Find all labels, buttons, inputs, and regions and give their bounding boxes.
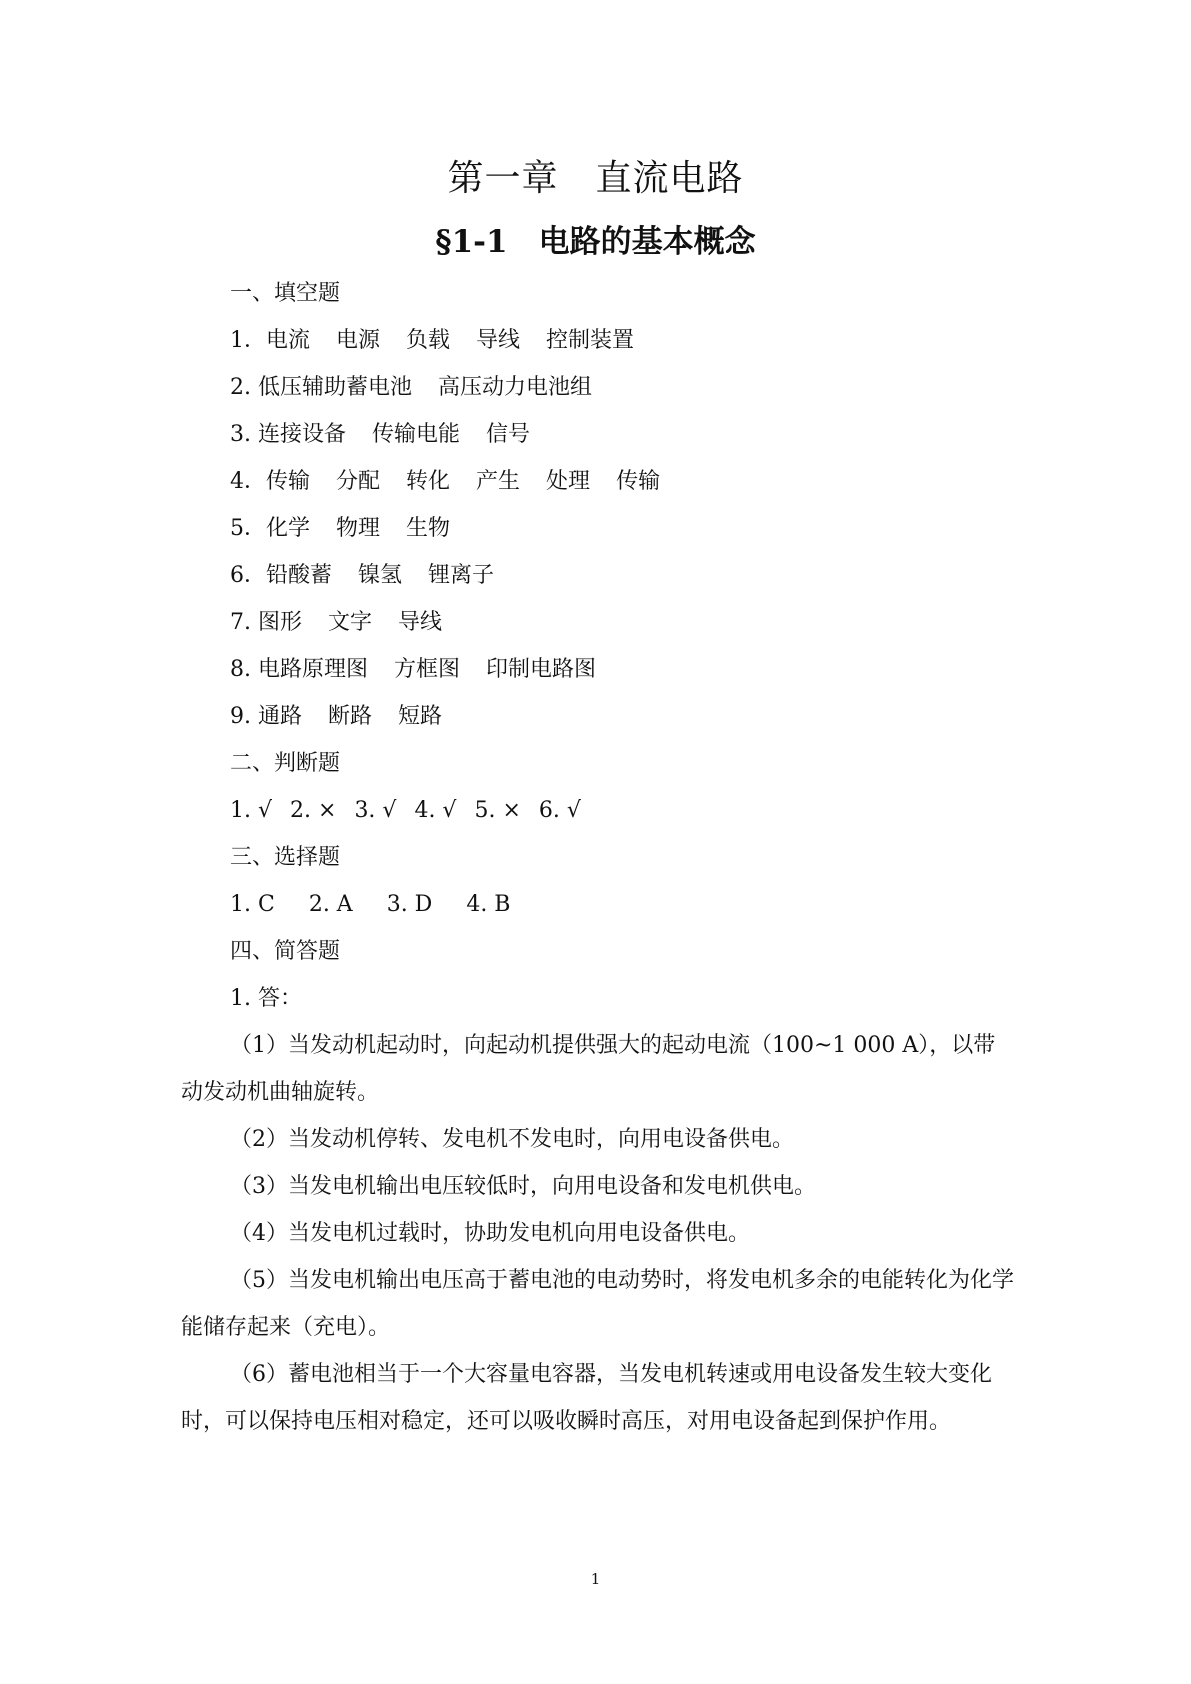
fill-answer-term: 镍氢 [358, 563, 403, 588]
fill-answer-row [230, 317, 1016, 364]
fill-answer-term: 方框图 [393, 657, 460, 682]
choice-answers [230, 881, 1016, 928]
fill-answer-term: 高压动力电池组 [437, 375, 592, 400]
fill-answer-term: 印制电路图 [486, 657, 597, 682]
chapter-title: 第一章 直流电路 [447, 158, 744, 199]
section-title: §1-1 电路的基本概念 [435, 224, 756, 260]
fill-answer-term: 文字 [327, 610, 372, 635]
answer-label: 1. 答： [230, 986, 302, 1011]
fill-answer-term: 5．化学 [230, 516, 310, 541]
choice-answer: 3. D [386, 892, 433, 917]
fill-answer-term: 电源 [336, 328, 381, 353]
fill-answer-term: 断路 [327, 704, 372, 729]
fill-answer-term: 9. 通路 [230, 704, 302, 729]
answer-paragraph: （1）当发动机起动时，向起动机提供强大的起动电流（100~1 000 A），以带动发动机曲轴旋转。 [181, 1033, 996, 1105]
fill-answer-term: 1．电流 [230, 328, 310, 353]
answer-paragraph: （6）蓄电池相当于一个大容量电容器，当发电机转速或用电设备发生较大变化时，可以保持电压相对稳定，还可以吸收瞬时高压，对用电设备起到保护作用。 [181, 1362, 992, 1434]
judge-heading: 二、判断题 [230, 751, 341, 776]
judge-answers [230, 787, 1016, 834]
fill-answer-row [230, 693, 1016, 740]
fill-answer-row [230, 599, 1016, 646]
fill-answer-term: 转化 [406, 469, 451, 494]
fill-answer-row [230, 505, 1016, 552]
fill-answer-term: 控制装置 [546, 328, 635, 353]
fill-answer-row [230, 552, 1016, 599]
answer-paragraph: （4）当发电机过载时，协助发电机向用电设备供电。 [230, 1221, 750, 1246]
fill-answer-term: 导线 [476, 328, 521, 353]
answer-paragraph: （5）当发电机输出电压高于蓄电池的电动势时，将发电机多余的电能转化为化学能储存起来（充电）。 [181, 1268, 1014, 1340]
fill-answer-term: 分配 [336, 469, 381, 494]
fill-answer-term: 4．传输 [230, 469, 310, 494]
judge-answer: 1. √ [230, 798, 273, 823]
fill-answer-term: 物理 [336, 516, 381, 541]
fill-answer-term: 导线 [398, 610, 443, 635]
fill-answers [181, 317, 1016, 740]
choice-answer: 4. B [466, 892, 511, 917]
fill-answer-term: 8. 电路原理图 [230, 657, 368, 682]
answer-paragraph: （2）当发动机停转、发电机不发电时，向用电设备供电。 [230, 1127, 794, 1152]
fill-answer-row [230, 646, 1016, 693]
judge-answer: 5. × [474, 798, 521, 823]
fill-heading: 一、填空题 [230, 281, 341, 306]
fill-answer-row [230, 458, 1016, 505]
choice-answer: 2. A [308, 892, 353, 917]
choice-heading: 三、选择题 [230, 845, 341, 870]
fill-answer-term: 传输电能 [371, 422, 460, 447]
fill-answer-term: 3. 连接设备 [230, 422, 346, 447]
fill-answer-term: 2. 低压辅助蓄电池 [230, 375, 412, 400]
page-number: 1 [590, 1570, 601, 1588]
fill-answer-term: 生物 [406, 516, 451, 541]
judge-answer: 2. × [290, 798, 337, 823]
answer-paragraph: （3）当发电机输出电压较低时，向用电设备和发电机供电。 [230, 1174, 816, 1199]
choice-answer: 1. C [230, 892, 275, 917]
short-answer-heading: 四、简答题 [230, 939, 341, 964]
fill-answer-term: 处理 [546, 469, 591, 494]
fill-answer-term: 信号 [486, 422, 531, 447]
fill-answer-term: 锂离子 [428, 563, 495, 588]
fill-answer-term: 6．铅酸蓄 [230, 563, 332, 588]
fill-answer-term: 传输 [616, 469, 661, 494]
fill-answer-row [230, 411, 1016, 458]
judge-answer: 4. √ [414, 798, 457, 823]
document-body [181, 270, 1016, 1445]
fill-answer-term: 7. 图形 [230, 610, 302, 635]
judge-answer: 3. √ [354, 798, 397, 823]
fill-answer-term: 负载 [406, 328, 451, 353]
fill-answer-term: 短路 [398, 704, 443, 729]
judge-answer: 6. √ [538, 798, 581, 823]
fill-answer-row [230, 364, 1016, 411]
fill-answer-term: 产生 [476, 469, 521, 494]
